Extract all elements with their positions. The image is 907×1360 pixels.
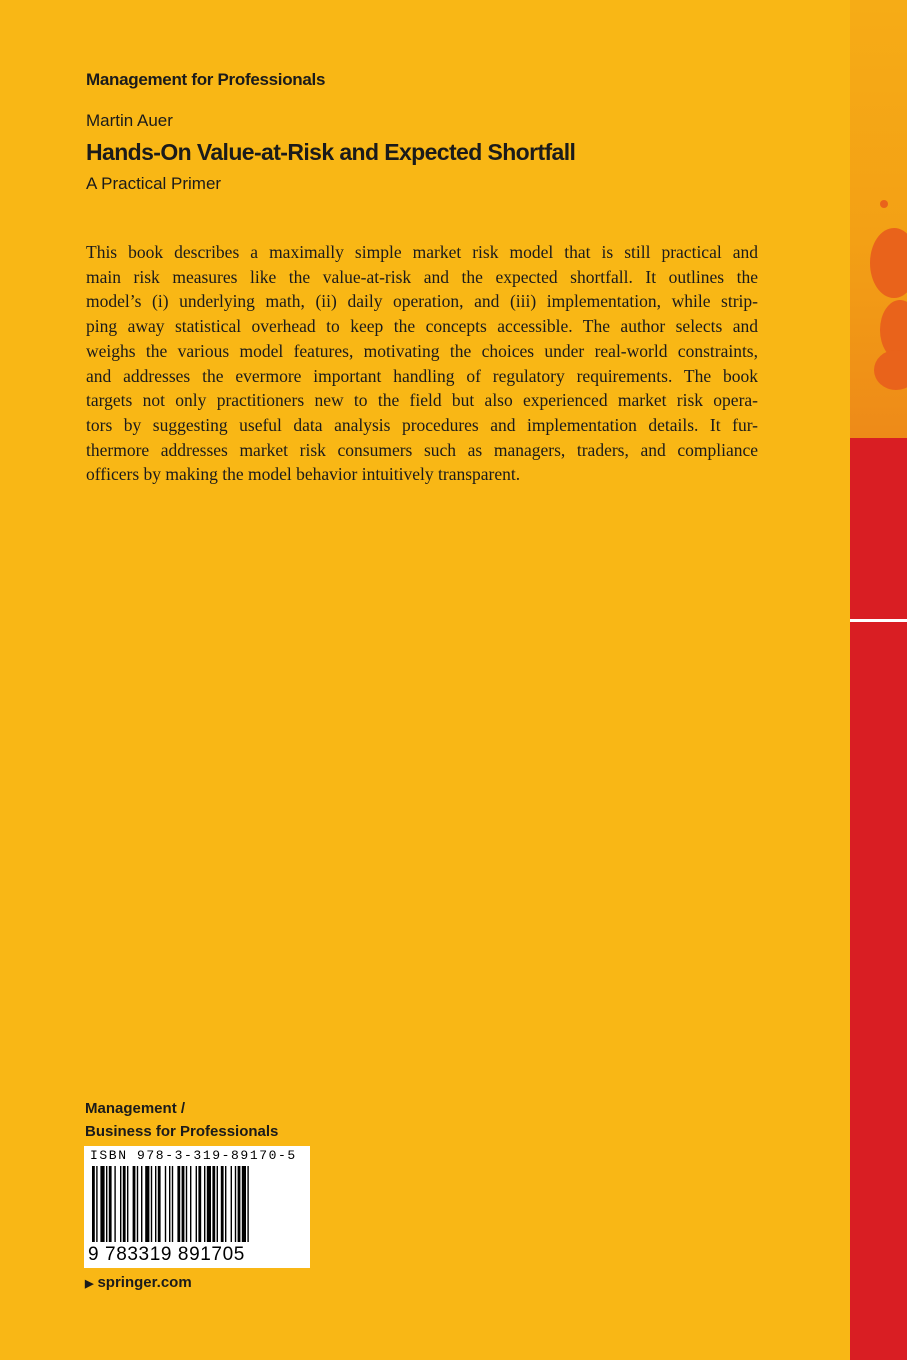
book-subtitle: A Practical Primer — [86, 174, 222, 193]
cover-art-shape — [870, 228, 907, 298]
publisher-link-text: springer.com — [97, 1274, 192, 1291]
subject-category — [85, 1097, 278, 1143]
description-line: weighs the various model features, motivating the choices under real-world constraints, — [86, 340, 758, 361]
description-line: model’s (i) underlying math, (ii) daily operation, and (iii) implementation, while strip- — [86, 291, 758, 312]
description-line: ping away statistical overhead to keep the concepts accessible. The author selects and — [86, 316, 758, 337]
cover-art-shape — [880, 200, 888, 208]
series-title: Management for Professionals — [86, 70, 326, 89]
category-line: Management / — [85, 1100, 186, 1117]
description-line: and addresses the evermore important handling of regulatory requirements. The book — [86, 365, 758, 386]
book-description — [86, 240, 758, 487]
category-line: Business for Professionals — [85, 1123, 279, 1140]
spine-cover-art — [850, 0, 907, 438]
author-name: Martin Auer — [86, 111, 173, 130]
isbn-barcode-box — [84, 1146, 310, 1268]
description-line: thermore addresses market risk consumers such as managers, traders, and compliance — [86, 439, 758, 460]
book-title: Hands-On Value-at-Risk and Expected Shortfall — [86, 139, 576, 165]
description-line: tors by suggesting useful data analysis procedures and implementation details. It fur- — [86, 414, 758, 435]
description-line: targets not only practitioners new to the field but also experienced market risk opera- — [86, 390, 758, 411]
spine-divider — [850, 619, 907, 622]
isbn-digits: 9 783319 891705 — [88, 1244, 245, 1265]
publisher-link[interactable] — [85, 1274, 192, 1291]
isbn-label: ISBN 978-3-319-89170-5 — [90, 1148, 297, 1163]
description-line: This book describes a maximally simple market risk model that is still practical and — [86, 242, 758, 262]
description-line: main risk measures like the value-at-risk and the expected shortfall. It outlines the — [86, 266, 758, 287]
book-spine — [850, 0, 907, 1360]
cover-art-shape — [874, 350, 907, 390]
play-arrow-icon: ▶ — [85, 1278, 94, 1290]
description-line: officers by making the model behavior intuitively transparent. — [86, 464, 521, 485]
barcode-icon — [90, 1166, 304, 1244]
